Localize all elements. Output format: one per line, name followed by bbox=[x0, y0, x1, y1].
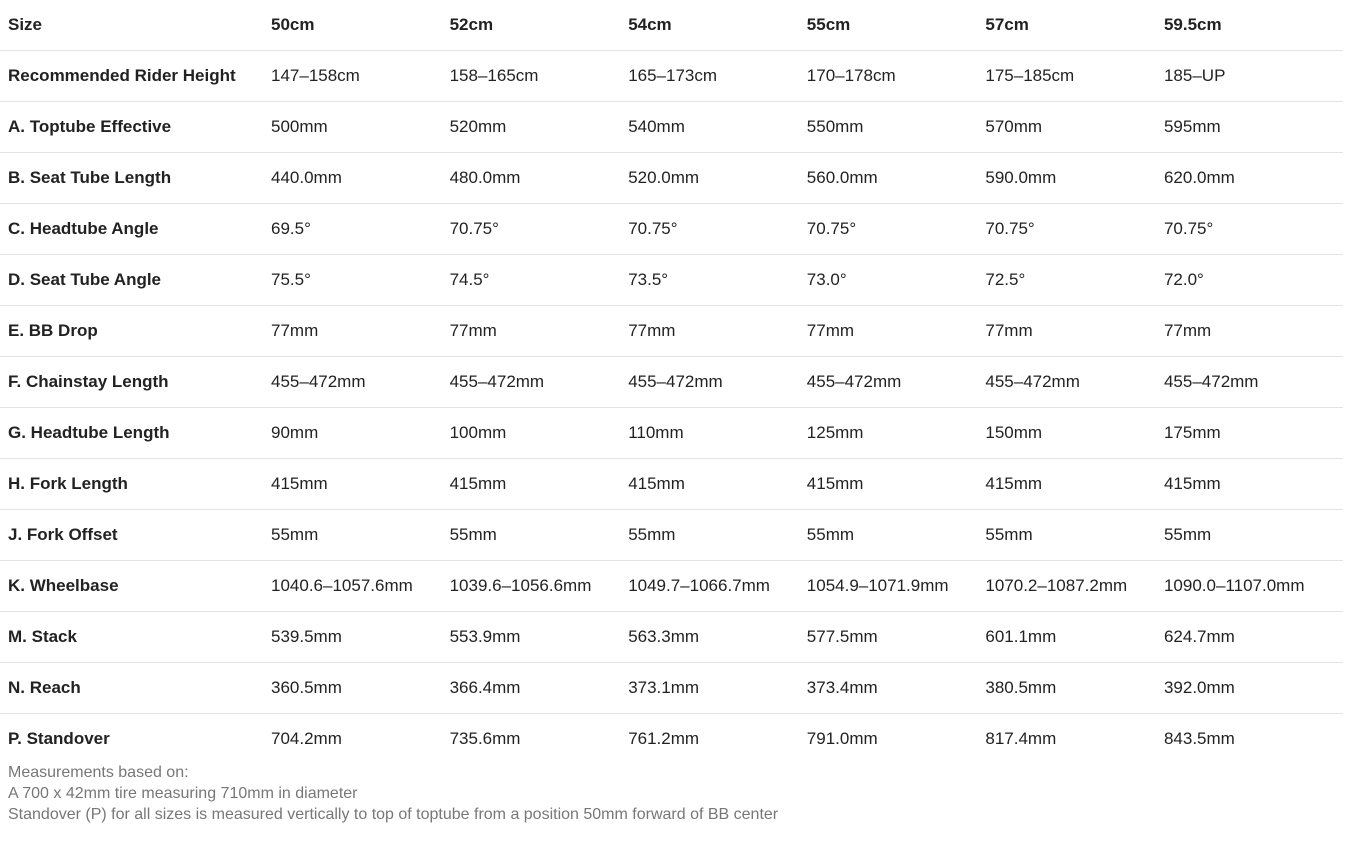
table-cell: 77mm bbox=[628, 321, 676, 340]
table-cell: 70.75° bbox=[1163, 219, 1214, 238]
table-cell: 500mm bbox=[271, 117, 328, 136]
table-cell: 480.0mm bbox=[449, 168, 521, 187]
table-cell: 69.5° bbox=[271, 219, 311, 238]
table-row bbox=[0, 561, 1343, 612]
table-cell: 147–158cm bbox=[271, 66, 360, 85]
table-cell: 520.0mm bbox=[628, 168, 700, 187]
table-cell: 75.5° bbox=[271, 270, 311, 289]
measurement-notes bbox=[8, 762, 778, 825]
header-size-50cm: 50cm bbox=[271, 15, 315, 34]
table-cell: 1039.6–1056.6mm bbox=[449, 576, 592, 595]
table-cell: 553.9mm bbox=[449, 627, 521, 646]
table-cell: 175–185cm bbox=[985, 66, 1075, 85]
row-label: P. Standover bbox=[8, 729, 110, 748]
table-cell: 77mm bbox=[1163, 321, 1212, 340]
table-cell: 77mm bbox=[985, 321, 1033, 340]
table-row bbox=[0, 510, 1343, 561]
table-cell: 455–472mm bbox=[271, 372, 366, 391]
table-cell: 77mm bbox=[271, 321, 319, 340]
table-cell: 601.1mm bbox=[985, 627, 1057, 646]
table-cell: 392.0mm bbox=[1163, 678, 1235, 697]
table-cell: 73.0° bbox=[806, 270, 847, 289]
row-label: D. Seat Tube Angle bbox=[8, 270, 162, 289]
table-cell: 540mm bbox=[628, 117, 685, 136]
table-cell: 560.0mm bbox=[806, 168, 878, 187]
table-cell: 455–472mm bbox=[1163, 372, 1259, 391]
row-label: F. Chainstay Length bbox=[8, 372, 169, 391]
note-line: A 700 x 42mm tire measuring 710mm in diameter bbox=[8, 785, 358, 802]
table-cell: 563.3mm bbox=[628, 627, 700, 646]
table-cell: 74.5° bbox=[449, 270, 490, 289]
note-line: Standover (P) for all sizes is measured vertically to top of toptube from a position 50mm forward of BB center bbox=[8, 806, 779, 823]
table-cell: 55mm bbox=[628, 525, 676, 544]
table-cell: 170–178cm bbox=[806, 66, 896, 85]
table-cell: 1070.2–1087.2mm bbox=[985, 576, 1128, 595]
header-size-52cm: 52cm bbox=[449, 15, 494, 34]
table-row bbox=[0, 51, 1343, 102]
table-cell: 72.5° bbox=[985, 270, 1026, 289]
row-label: G. Headtube Length bbox=[8, 423, 170, 442]
table-cell: 55mm bbox=[985, 525, 1033, 544]
header-size-54cm: 54cm bbox=[628, 15, 672, 34]
table-cell: 185–UP bbox=[1163, 66, 1226, 85]
table-row bbox=[0, 204, 1343, 255]
row-label: M. Stack bbox=[8, 627, 77, 646]
table-row bbox=[0, 612, 1343, 663]
table-cell: 415mm bbox=[806, 474, 864, 493]
table-header-row bbox=[0, 0, 1343, 51]
table-cell: 843.5mm bbox=[1163, 729, 1235, 748]
table-cell: 70.75° bbox=[806, 219, 857, 238]
table-cell: 90mm bbox=[271, 423, 319, 442]
table-cell: 373.1mm bbox=[628, 678, 700, 697]
note-line: Measurements based on: bbox=[8, 764, 189, 781]
table-cell: 539.5mm bbox=[271, 627, 342, 646]
table-cell: 70.75° bbox=[449, 219, 499, 238]
table-cell: 373.4mm bbox=[806, 678, 878, 697]
table-cell: 55mm bbox=[271, 525, 319, 544]
table-cell: 70.75° bbox=[985, 219, 1035, 238]
table-cell: 110mm bbox=[628, 423, 684, 442]
row-label: K. Wheelbase bbox=[8, 576, 119, 595]
table-cell: 415mm bbox=[985, 474, 1043, 493]
row-label: Recommended Rider Height bbox=[8, 66, 236, 85]
table-row bbox=[0, 306, 1343, 357]
table-cell: 1040.6–1057.6mm bbox=[271, 576, 413, 595]
row-label: A. Toptube Effective bbox=[8, 117, 172, 136]
table-body bbox=[0, 51, 1343, 764]
row-label: E. BB Drop bbox=[8, 321, 98, 340]
table-cell: 1049.7–1066.7mm bbox=[628, 576, 770, 595]
table-cell: 455–472mm bbox=[628, 372, 723, 391]
row-label: B. Seat Tube Length bbox=[8, 168, 172, 187]
table-cell: 55mm bbox=[449, 525, 497, 544]
table-cell: 360.5mm bbox=[271, 678, 342, 697]
table-cell: 570mm bbox=[985, 117, 1043, 136]
table-cell: 791.0mm bbox=[806, 729, 878, 748]
table-cell: 455–472mm bbox=[985, 372, 1080, 391]
table-cell: 55mm bbox=[806, 525, 855, 544]
table-row bbox=[0, 153, 1343, 204]
row-label: J. Fork Offset bbox=[8, 525, 118, 544]
table-cell: 761.2mm bbox=[628, 729, 700, 748]
table-cell: 125mm bbox=[806, 423, 864, 442]
table-row bbox=[0, 102, 1343, 153]
table-cell: 1054.9–1071.9mm bbox=[806, 576, 949, 595]
table-cell: 380.5mm bbox=[985, 678, 1057, 697]
table-cell: 577.5mm bbox=[806, 627, 878, 646]
table-cell: 175mm bbox=[1163, 423, 1221, 442]
table-cell: 455–472mm bbox=[449, 372, 545, 391]
row-label: H. Fork Length bbox=[8, 474, 128, 493]
header-label-size: Size bbox=[8, 15, 43, 34]
table-cell: 620.0mm bbox=[1163, 168, 1235, 187]
table-row bbox=[0, 663, 1343, 714]
table-cell: 73.5° bbox=[628, 270, 669, 289]
table-cell: 440.0mm bbox=[271, 168, 342, 187]
table-cell: 735.6mm bbox=[449, 729, 521, 748]
table-cell: 100mm bbox=[449, 423, 507, 442]
table-cell: 150mm bbox=[985, 423, 1043, 442]
header-size-59-5cm: 59.5cm bbox=[1163, 15, 1222, 34]
table-cell: 77mm bbox=[449, 321, 497, 340]
table-cell: 70.75° bbox=[628, 219, 678, 238]
table-row bbox=[0, 714, 1343, 764]
table-cell: 415mm bbox=[449, 474, 507, 493]
table-cell: 455–472mm bbox=[806, 372, 902, 391]
row-label: C. Headtube Angle bbox=[8, 219, 159, 238]
table-row bbox=[0, 255, 1343, 306]
table-cell: 415mm bbox=[628, 474, 685, 493]
table-cell: 624.7mm bbox=[1163, 627, 1235, 646]
table-cell: 595mm bbox=[1163, 117, 1221, 136]
table-cell: 415mm bbox=[1163, 474, 1221, 493]
header-size-55cm: 55cm bbox=[806, 15, 851, 34]
table-cell: 366.4mm bbox=[449, 678, 521, 697]
table-cell: 415mm bbox=[271, 474, 328, 493]
table-cell: 817.4mm bbox=[985, 729, 1057, 748]
table-cell: 590.0mm bbox=[985, 168, 1057, 187]
table-row bbox=[0, 408, 1343, 459]
table-cell: 158–165cm bbox=[449, 66, 539, 85]
row-label: N. Reach bbox=[8, 678, 81, 697]
header-size-57cm: 57cm bbox=[985, 15, 1029, 34]
table-cell: 165–173cm bbox=[628, 66, 718, 85]
table-cell: 704.2mm bbox=[271, 729, 342, 748]
table-cell: 72.0° bbox=[1163, 270, 1204, 289]
table-row bbox=[0, 459, 1343, 510]
table-row bbox=[0, 357, 1343, 408]
table-cell: 77mm bbox=[806, 321, 855, 340]
table-cell: 520mm bbox=[449, 117, 507, 136]
table-cell: 1090.0–1107.0mm bbox=[1163, 576, 1305, 595]
table-cell: 55mm bbox=[1163, 525, 1212, 544]
table-cell: 550mm bbox=[806, 117, 864, 136]
